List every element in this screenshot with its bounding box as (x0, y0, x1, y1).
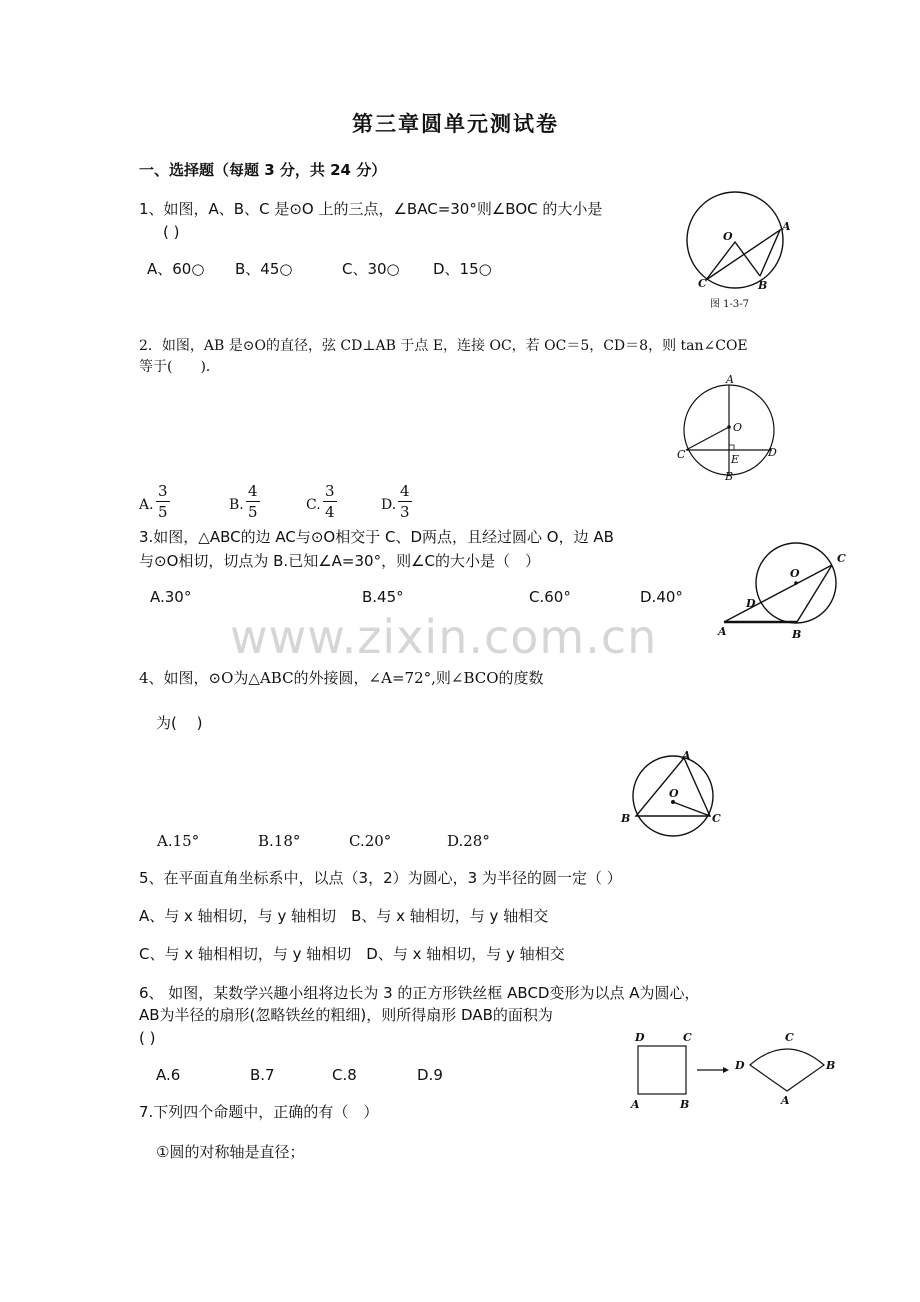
q5-options-cd: C、与 x 轴相相切，与 y 轴相切 D、与 x 轴相切，与 y 轴相交 (139, 945, 565, 963)
q2-option-a-fraction (156, 482, 170, 522)
q2-option-c-label: C. (306, 497, 321, 513)
q3-stem-cont: 与⊙O相切，切点为 B.已知∠A=30°，则∠C的大小是（ ） (139, 552, 540, 570)
q6-stem-cont: AB为半径的扇形(忽略铁丝的粗细)，则所得扇形 DAB的面积为 (139, 1006, 553, 1024)
q1-inscribed-angle (706, 230, 780, 280)
q2-option-a-num: 3 (158, 482, 168, 500)
q6-option-a: A.6 (156, 1066, 181, 1084)
q4-option-b: B.18° (258, 832, 301, 850)
q3-label-d: D (746, 597, 756, 610)
q3-side-ac (724, 565, 832, 622)
q4-center-dot (671, 800, 675, 804)
section-heading: 一、选择题（每题 3 分，共 24 分） (139, 161, 387, 179)
q6-label-c1: C (683, 1031, 692, 1044)
q2-option-d-fraction (398, 482, 412, 522)
q2-option-d-label: D. (381, 497, 397, 513)
q7-stem: 7.下列四个命题中，正确的有（ ） (139, 1103, 379, 1121)
q2-radius-oc (686, 427, 729, 450)
q2-center-dot (727, 425, 731, 429)
q2-option-c-num: 3 (325, 482, 335, 500)
q4-label-o: O (669, 787, 679, 800)
q4-label-a: A (682, 749, 691, 762)
q6-label-c2: C (785, 1031, 794, 1044)
q2-option-c-fraction (323, 482, 337, 522)
q1-stem: 1、如图，A、B、C 是⊙O 上的三点，∠BAC=30°则∠BOC 的大小是 (139, 200, 603, 218)
q2-option-b-den: 5 (248, 503, 258, 521)
q1-label-a: A (782, 220, 791, 233)
q2-option-b-label: B. (229, 497, 244, 513)
q1-option-a: A、60○ (147, 260, 205, 278)
q1-option-d: D、15○ (433, 260, 492, 278)
q2-stem-cont: 等于( )． (139, 359, 220, 375)
q6-stem: 6、 如图，某数学兴趣小组将边长为 3 的正方形铁丝框 ABCD变形为以点 A为圆心， (139, 984, 700, 1002)
page-title: 第三章圆单元测试卷 (352, 112, 559, 136)
q3-option-a: A.30° (150, 588, 192, 606)
q6-label-a2: A (781, 1094, 790, 1107)
watermark: www.zixin.com.cn (230, 610, 658, 664)
q5-stem: 5、在平面直角坐标系中，以点（3，2）为圆心，3 为半径的圆一定（ ） (139, 869, 622, 887)
q2-option-a-label: A. (139, 497, 154, 513)
q6-stem-bracket: ( ) (139, 1029, 156, 1047)
q4-option-a: A.15° (157, 832, 200, 850)
q5-options-ab: A、与 x 轴相切，与 y 轴相切 B、与 x 轴相切，与 y 轴相交 (139, 907, 549, 925)
q4-label-c: C (712, 812, 721, 825)
q6-option-c: C.8 (332, 1066, 357, 1084)
q3-option-b: B.45° (362, 588, 404, 606)
q2-right-angle-mark (729, 445, 734, 450)
q2-option-c-den: 4 (325, 503, 335, 521)
q1-label-b: B (758, 279, 768, 292)
q2-option-d-den: 3 (400, 503, 410, 521)
q1-fig-caption: 图 1-3-7 (710, 299, 750, 310)
q1-label-c: C (698, 277, 707, 290)
q7-item-1: ①圆的对称轴是直径； (156, 1143, 305, 1161)
q6-label-d2: D (735, 1059, 745, 1072)
q3-label-o: O (790, 567, 800, 580)
q2-figure (672, 372, 792, 484)
q6-sector (750, 1049, 824, 1091)
q3-option-c: C.60° (529, 588, 571, 606)
q3-option-d: D.40° (640, 588, 683, 606)
q1-stem-bracket: ( ) (163, 223, 180, 241)
q3-label-c: C (837, 552, 846, 565)
q4-option-d: D.28° (447, 832, 490, 850)
q1-option-b: B、45○ (235, 260, 293, 278)
q2-label-c: C (677, 448, 686, 461)
q2-option-d-num: 4 (400, 482, 410, 500)
q1-circle (687, 192, 783, 288)
q6-label-a1: A (631, 1098, 640, 1111)
q1-figure (680, 190, 800, 315)
q6-square (638, 1046, 686, 1094)
q4-stem: 4、如图，⊙O为△ABC的外接圆，∠A=72°,则∠BCO的度数 (139, 669, 544, 687)
q4-option-c: C.20° (349, 832, 392, 850)
q6-figure (625, 1028, 845, 1118)
q6-arrow-head (723, 1067, 729, 1073)
q2-label-d: D (768, 446, 777, 459)
q2-label-e: E (731, 453, 740, 466)
q4-label-b: B (621, 812, 631, 825)
q2-stem: 2．如图，AB 是⊙O的直径，弦 CD⊥AB 于点 E，连接 OC，若 OC＝5，CD＝8，则 tan∠COE (139, 338, 748, 354)
q6-option-b: B.7 (250, 1066, 275, 1084)
q2-option-a-den: 5 (158, 503, 168, 521)
q2-option-b-fraction (246, 482, 260, 522)
q6-label-b2: B (826, 1059, 836, 1072)
q4-figure (618, 748, 728, 838)
q1-option-c: C、30○ (342, 260, 400, 278)
q3-center-dot (794, 581, 798, 585)
q2-option-b-num: 4 (248, 482, 258, 500)
q2-label-b: B (725, 470, 734, 483)
q3-label-a: A (718, 625, 727, 638)
q6-option-d: D.9 (417, 1066, 443, 1084)
q2-label-a: A (726, 373, 734, 386)
q3-figure (712, 540, 862, 645)
q6-label-d1: D (635, 1031, 645, 1044)
q3-label-b: B (792, 628, 802, 641)
q6-label-b1: B (680, 1098, 690, 1111)
q3-stem: 3.如图，△ABC的边 AC与⊙O相交于 C、D两点，且经过圆心 O，边 AB (139, 528, 614, 546)
q2-label-o: O (733, 421, 743, 434)
q4-stem-cont: 为( ) (156, 714, 203, 732)
q1-label-o: O (723, 230, 733, 243)
